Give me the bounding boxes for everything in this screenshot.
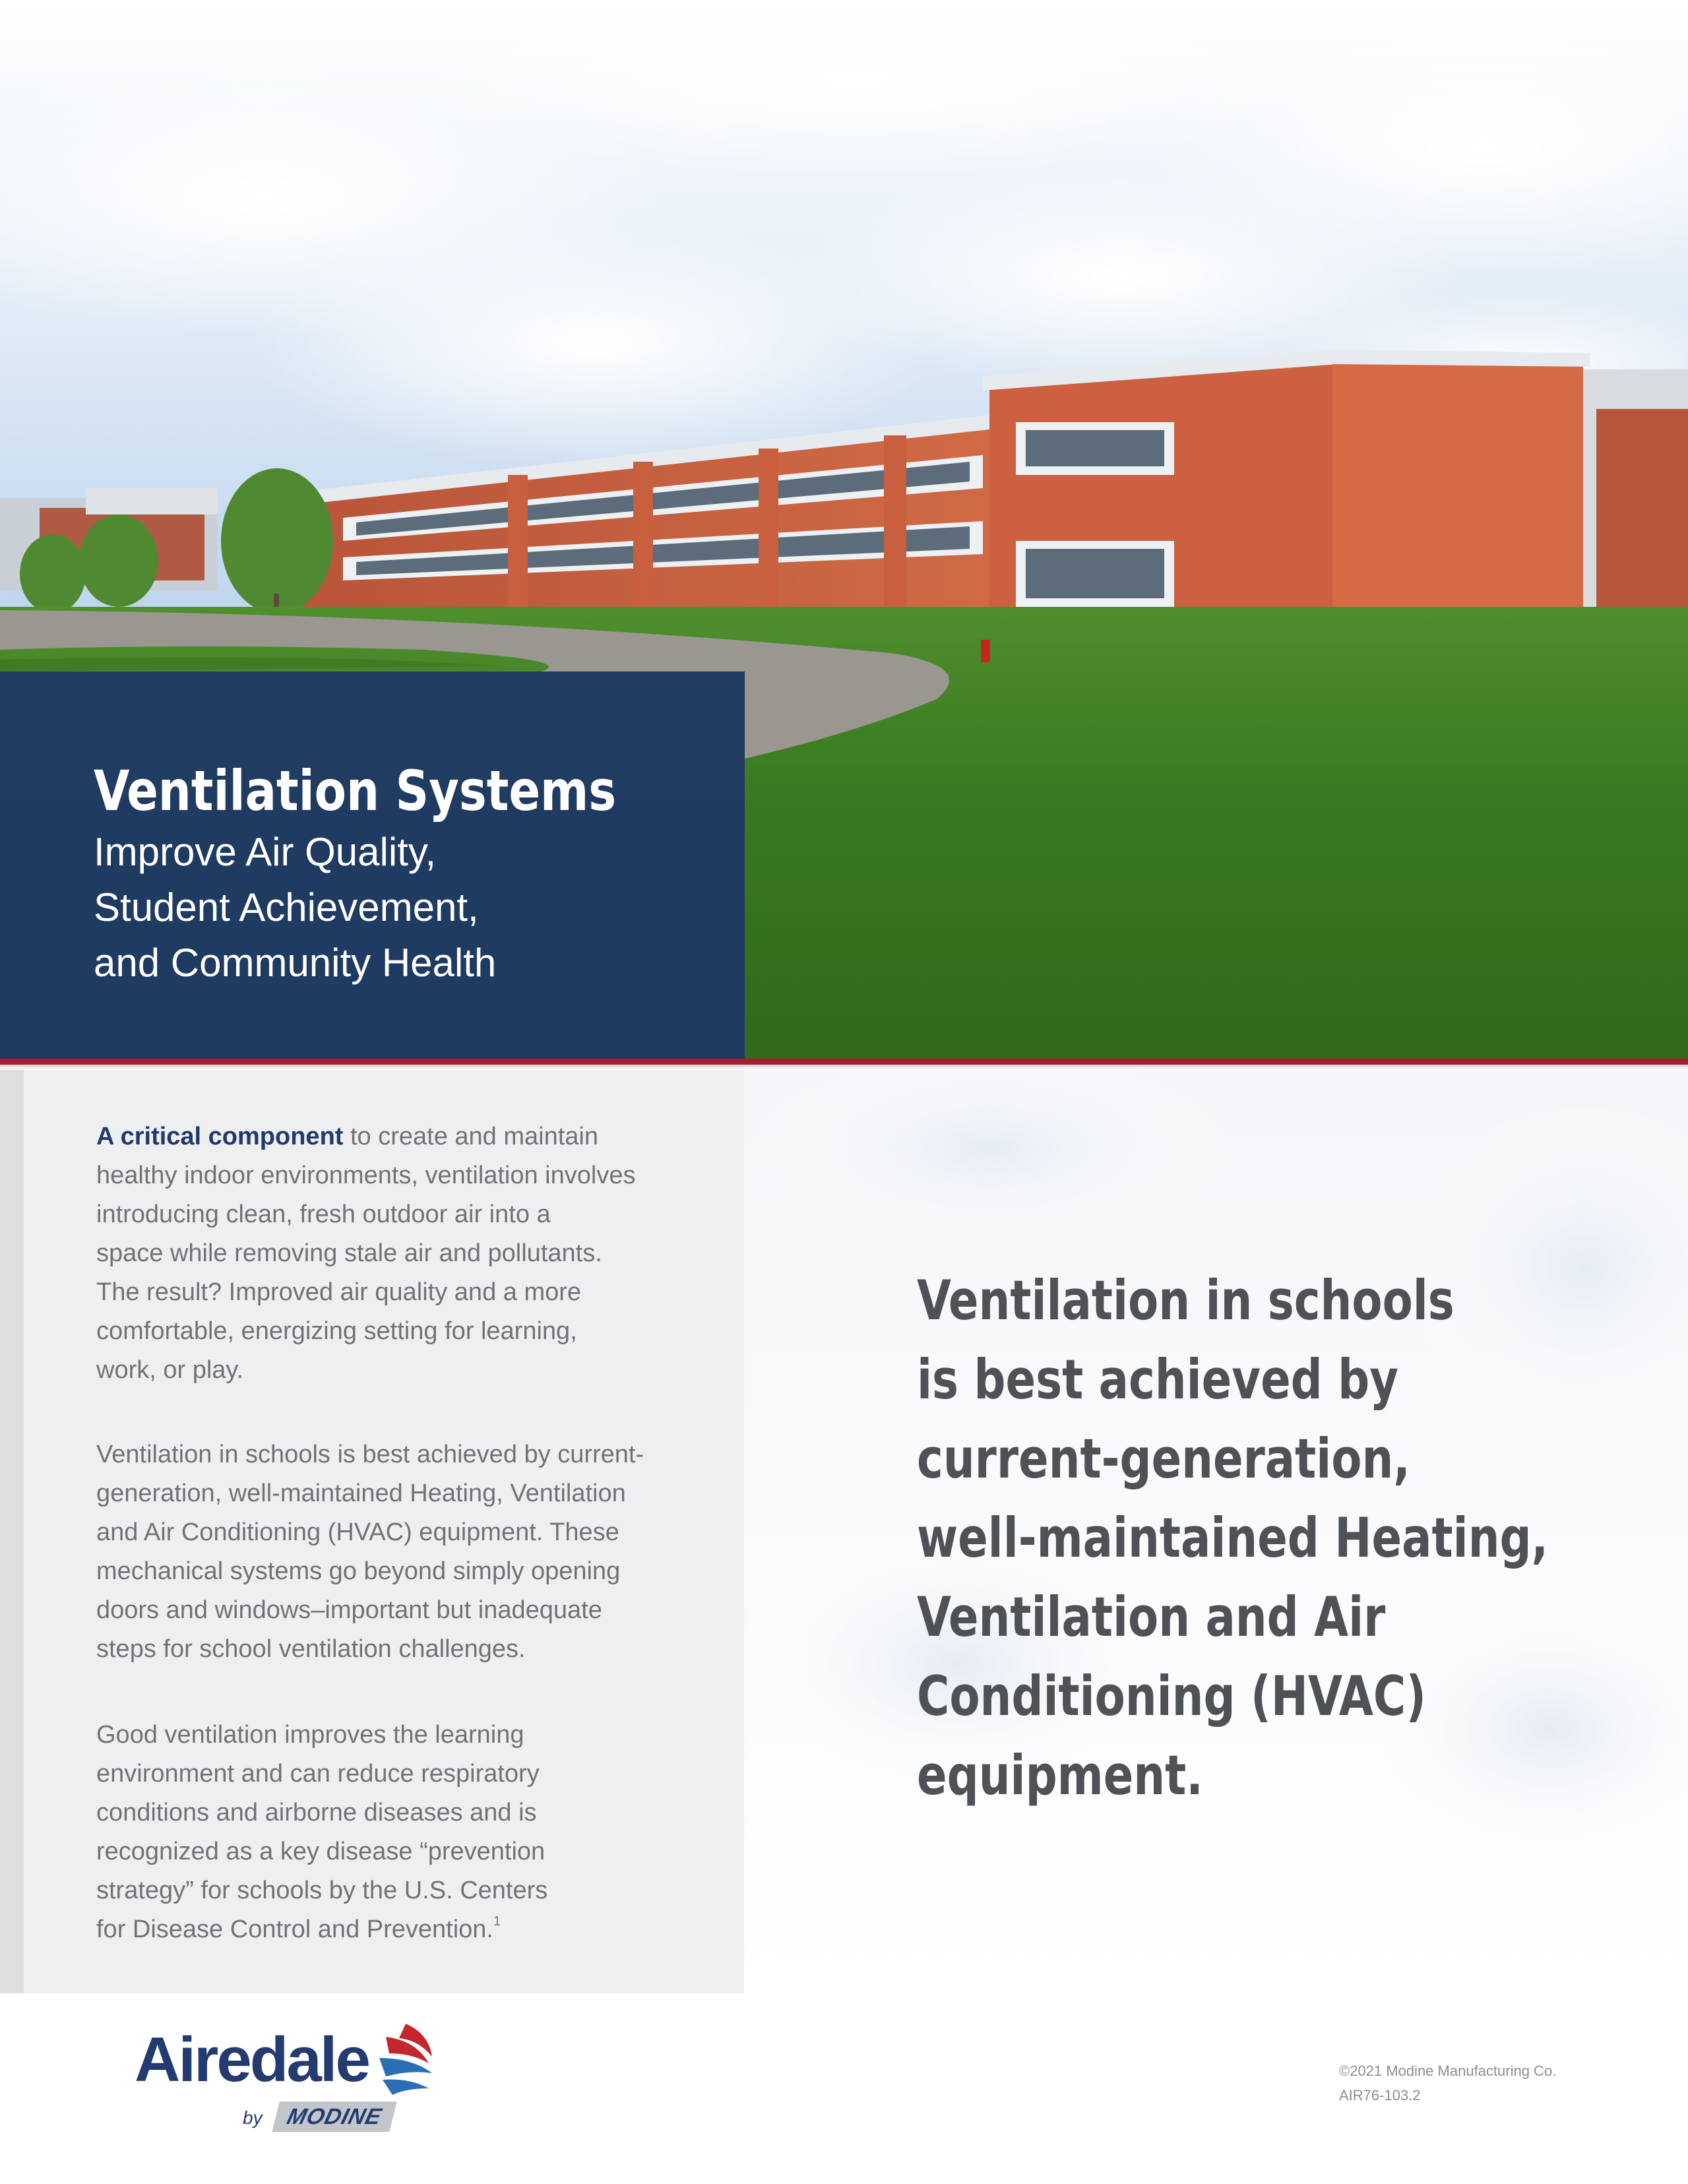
pull-quote-line: Conditioning (HVAC): [917, 1664, 1426, 1728]
paragraph-line: environment and can reduce respiratory: [96, 1760, 540, 1788]
subtitle-line: Improve Air Quality,: [94, 830, 437, 874]
pull-quote-line: is best achieved by: [917, 1348, 1399, 1412]
paragraph-line: recognized as a key disease “prevention: [96, 1838, 546, 1865]
logo-by-text: by: [243, 2107, 263, 2128]
subtitle-line: Student Achievement,: [94, 885, 479, 929]
paragraph-line: mechanical systems go beyond simply opening: [96, 1557, 621, 1585]
paragraph-line: healthy indoor environments, ventilation involves: [96, 1162, 636, 1189]
pull-quote-line: Ventilation and Air: [917, 1585, 1386, 1649]
paragraph-line: A critical component to create and maintain: [96, 1123, 599, 1150]
paragraph-line: strategy” for schools by the U.S. Centers: [96, 1877, 548, 1904]
paragraph-line: work, or play.: [96, 1356, 244, 1384]
pull-quote-line: Ventilation in schools: [917, 1268, 1454, 1332]
paragraph-line: Ventilation in schools is best achieved by current-: [96, 1441, 644, 1468]
paragraph-line: for Disease Control and Prevention.$^1$: [96, 1914, 501, 1943]
pull-quote-line: well-maintained Heating,: [917, 1506, 1549, 1570]
modine-logo-badge: MODINE: [272, 2102, 396, 2132]
paragraph-line: generation, well-maintained Heating, Ventilation: [96, 1480, 626, 1507]
pull-quote-line: equipment.: [917, 1743, 1203, 1807]
pull-quote-line: current-generation,: [917, 1427, 1410, 1491]
divider-shadow: [0, 1065, 1688, 1070]
paragraph-line: The result? Improved air quality and a more: [96, 1278, 582, 1306]
copyright-text: ©2021 Modine Manufacturing Co.: [1339, 2063, 1557, 2079]
lead-phrase: A critical component: [96, 1123, 344, 1150]
panel-edge: [0, 1070, 24, 1993]
paragraph-line: introducing clean, fresh outdoor air into a: [96, 1201, 551, 1228]
page-title: Ventilation Systems: [94, 759, 617, 823]
paragraph-line: comfortable, energizing setting for learning,: [96, 1317, 577, 1345]
subtitle-line: and Community Health: [94, 941, 497, 985]
footnote-marker: 1: [493, 1914, 501, 1929]
airedale-logo-wordmark: Airedale: [135, 2024, 369, 2095]
paragraph-line: steps for school ventilation challenges.: [96, 1635, 526, 1663]
airedale-swoosh-icon: [366, 2017, 439, 2096]
red-divider: [0, 1059, 1688, 1065]
paragraph-line: Good ventilation improves the learning: [96, 1721, 524, 1749]
pull-quote: [917, 1261, 1570, 1815]
document-code: AIR76-103.2: [1339, 2087, 1421, 2104]
paragraph-line: and Air Conditioning (HVAC) equipment. These: [96, 1518, 619, 1546]
paragraph-line: doors and windows–important but inadequate: [96, 1596, 602, 1624]
paragraph-line: conditions and airborne diseases and is: [96, 1799, 537, 1826]
paragraph-line: space while removing stale air and pollutants.: [96, 1239, 602, 1267]
